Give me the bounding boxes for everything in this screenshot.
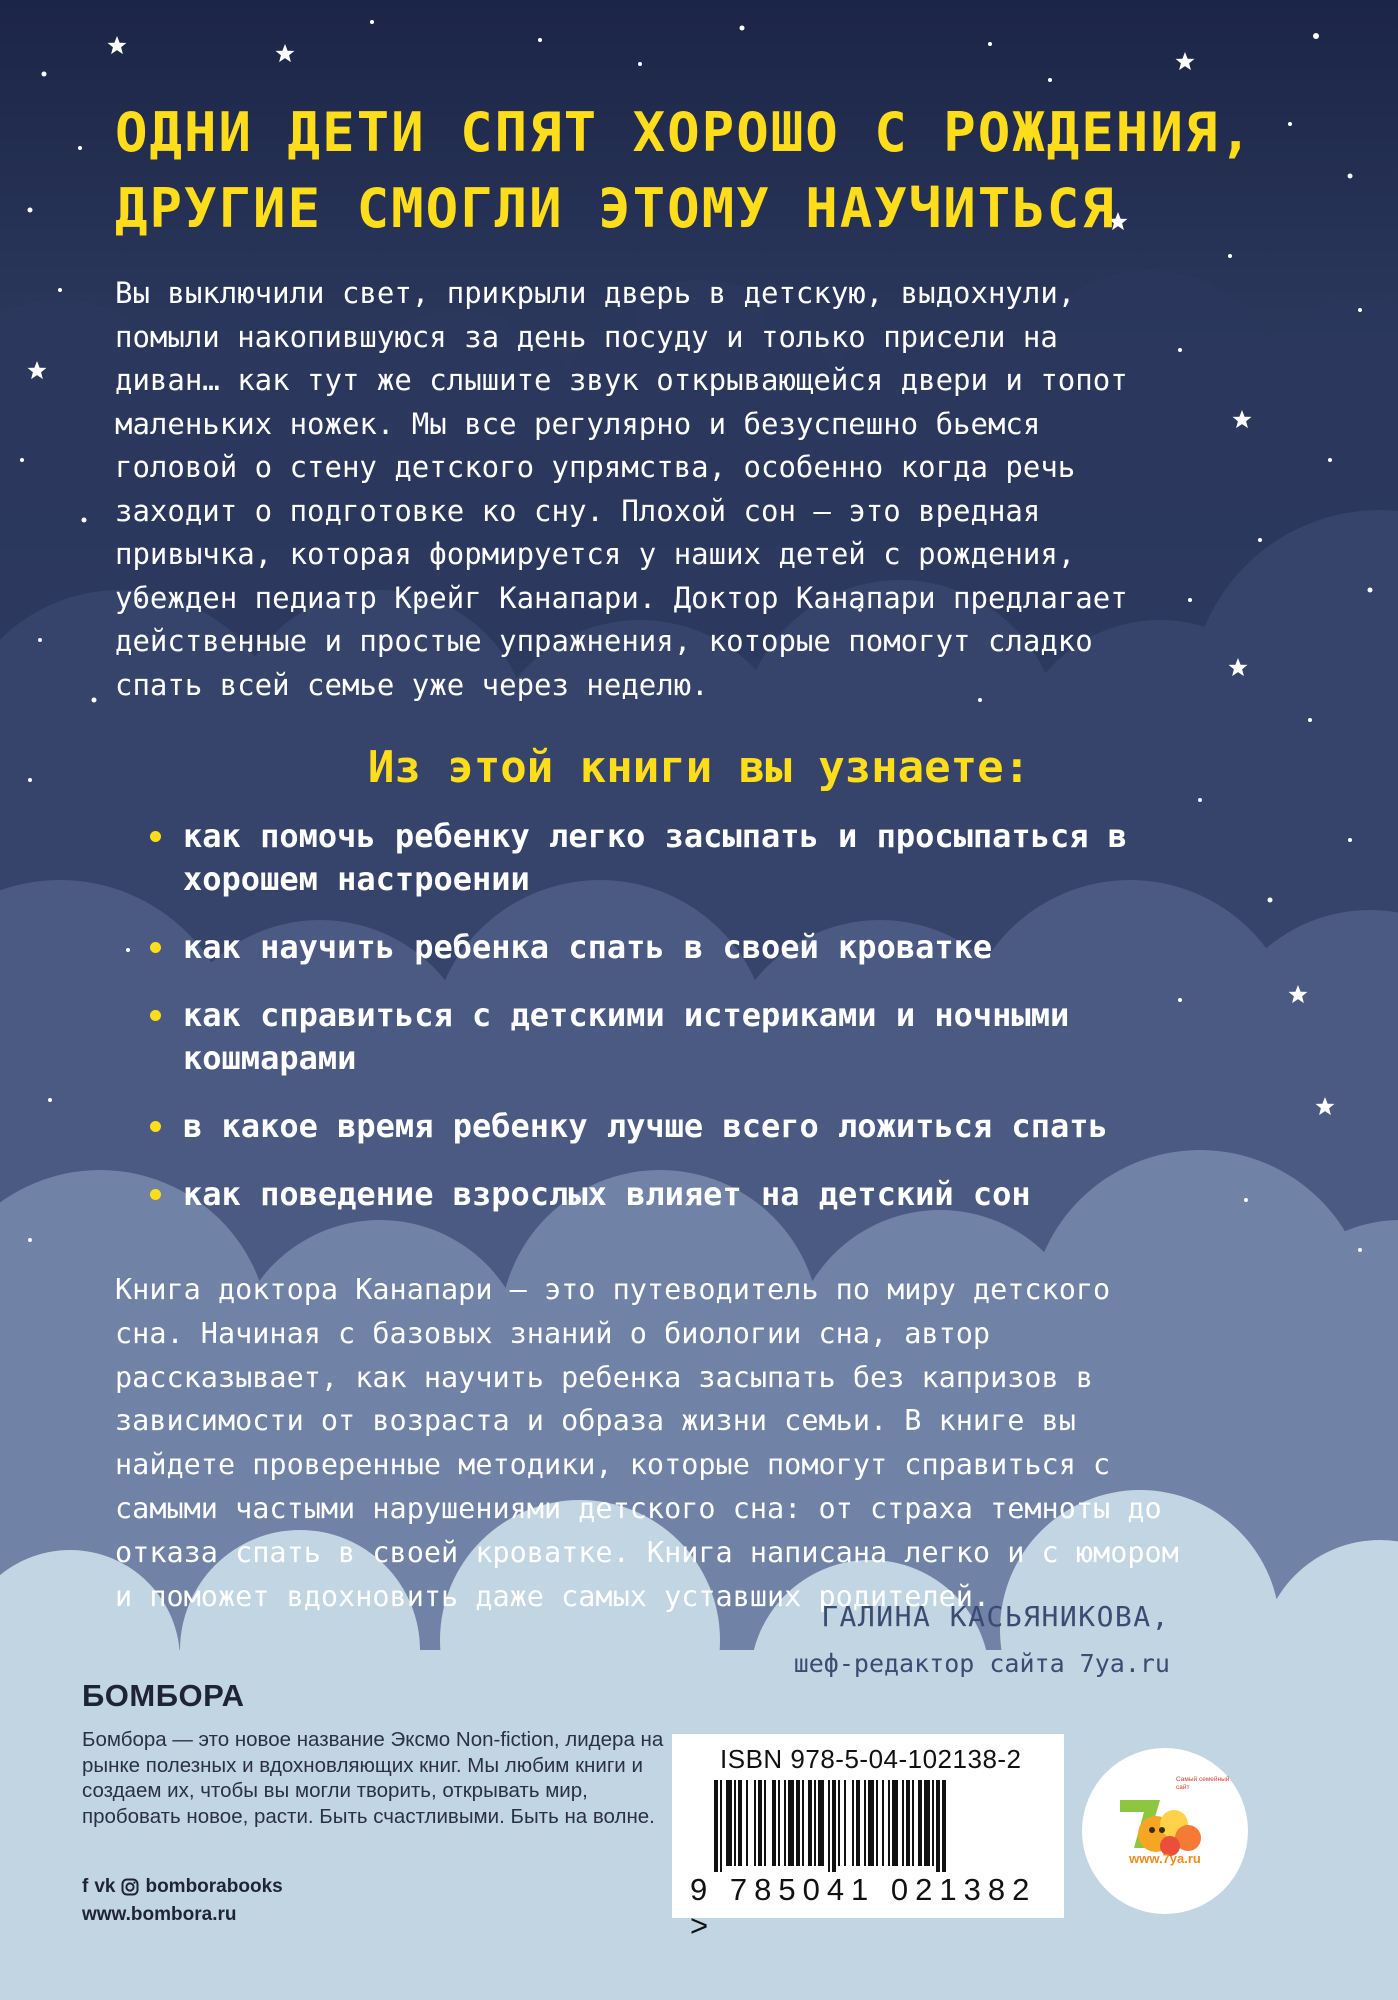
- social-links: [82, 1876, 283, 1898]
- reviewer-name: ГАЛИНА КАСЬЯНИКОВА,: [821, 1600, 1170, 1633]
- publisher-description: Бомбора — это новое название Эксмо Non-fiction, лидера на рынке полезных и вдохновляющих книг. Мы любим книги и создаем их, чтобы вы могли творить, открывать мир, пробовать новое, расти. Быть счастливыми. Быть на волне.: [82, 1728, 664, 1828]
- learn-heading: Из этой книги вы узнаете:: [367, 742, 1031, 793]
- headline-line-1: ОДНИ ДЕТИ СПЯТ ХОРОШО С РОЖДЕНИЯ,: [115, 101, 1254, 164]
- instagram-icon: [121, 1878, 139, 1896]
- list-item: [150, 1173, 1250, 1216]
- isbn-digits: 9 785041 021382 >: [690, 1872, 1037, 1943]
- bullet-dot-icon: [150, 1121, 161, 1132]
- barcode-icon: [714, 1780, 1044, 1872]
- partner-site: www.7ya.ru: [1129, 1851, 1201, 1866]
- list-item-text: как справиться с детскими истериками и ночными кошмарами: [183, 996, 1070, 1077]
- publisher-logo: БОМБОРА: [82, 1678, 245, 1713]
- list-item: [150, 815, 1250, 901]
- list-item-text: как научить ребенка спать в своей кроватке: [183, 928, 993, 966]
- list-item-text: в какое время ребенку лучше всего ложиться спать: [183, 1107, 1108, 1145]
- isbn-label: ISBN 978-5-04-102138-2: [720, 1744, 1022, 1774]
- learn-list: [150, 815, 1250, 1241]
- bullet-dot-icon: [150, 831, 161, 842]
- reviewer-role: шеф-редактор сайта 7ya.ru: [793, 1649, 1170, 1678]
- intro-paragraph: Вы выключили свет, прикрыли дверь в детскую, выдохнули, помыли накопившуюся за день посуду и только присели на диван… как тут же слышите звук открывающейся двери и топот маленьких ножек. Мы все регулярно и безуспешно бьемся головой о стену детского упрямства, особенно когда речь заходит о подготовке ко сну. Плохой сон — это вредная привычка, которая формируется у наших детей с рождения, убежден педиатр Крейг Канапари. Доктор Канапари предлагает действенные и простые упражнения, которые помогут сладко спать всей семье уже через неделю.: [115, 276, 1128, 702]
- list-item-text: как помочь ребенку легко засыпать и просыпаться в хорошем настроении: [183, 817, 1128, 898]
- list-item-text: как поведение взрослых влияет на детский сон: [183, 1175, 1031, 1213]
- headline-line-2: ДРУГИЕ СМОГЛИ ЭТОМУ НАУЧИТЬСЯ: [115, 177, 1116, 240]
- partner-logo-badge: [1082, 1748, 1248, 1914]
- facebook-icon: f: [82, 1876, 89, 1897]
- partner-tagline: Самый семейный сайт: [1176, 1776, 1230, 1791]
- partner-7ya-logo-icon: [1082, 1748, 1248, 1914]
- list-item: [150, 994, 1250, 1080]
- list-item: [150, 926, 1250, 969]
- list-item: [150, 1105, 1250, 1148]
- bullet-dot-icon: [150, 1010, 161, 1021]
- vk-icon: vk: [94, 1876, 116, 1897]
- review-paragraph: Книга доктора Канапари — это путеводитель по миру детского сна. Начиная с базовых знаний о биологии сна, автор рассказывает, как научить ребенка засыпать без капризов в зависимости от возраста и образа жизни семьи. В книге вы найдете проверенные методики, которые помогут справиться с самыми частыми нарушениями детского сна: от страха темноты до отказа спать в своей кроватке. Книга написана легко и с юмором и поможет вдохновить даже самых уставших родителей.: [115, 1273, 1179, 1613]
- social-handle: bomborabooks: [145, 1876, 283, 1897]
- bullet-dot-icon: [150, 1189, 161, 1200]
- headline: [115, 95, 1315, 247]
- publisher-site: www.bombora.ru: [82, 1904, 237, 1925]
- bullet-dot-icon: [150, 942, 161, 953]
